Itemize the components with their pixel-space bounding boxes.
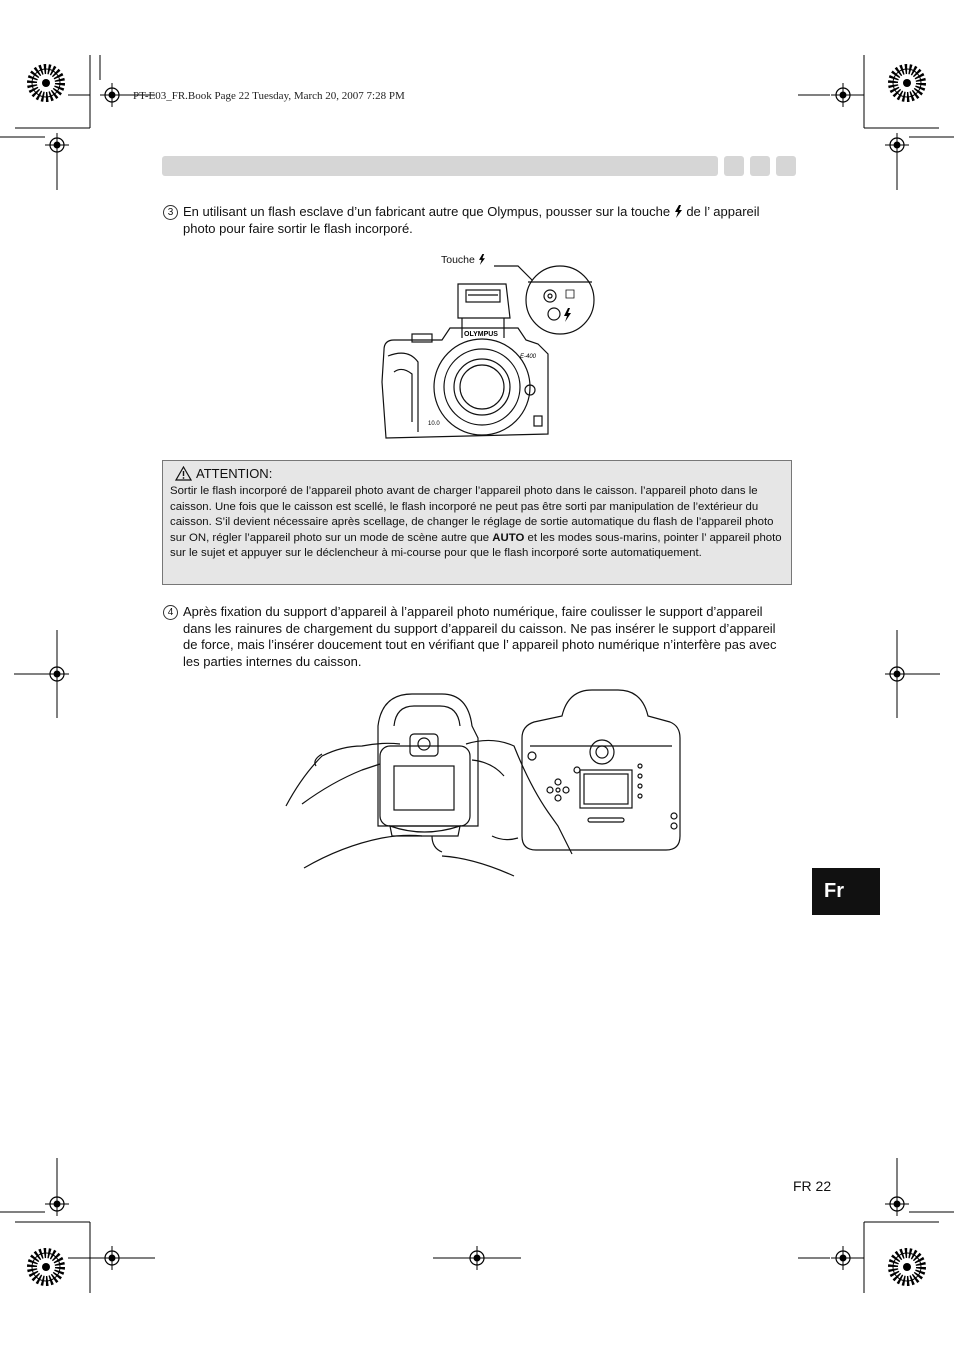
- housing-figure: [282, 686, 682, 880]
- step-number: 3: [163, 205, 178, 220]
- step-3: [163, 204, 793, 237]
- attention-body-end: et les modes sous-marins, pointer l’ appareil photo sur le sujet et appuyer sur le déclencheur à mi-course pour que le flash incorporé sorte automatiquement.: [170, 531, 782, 560]
- touche-label-text: Touche: [441, 254, 475, 266]
- badge-label: 10.0: [428, 421, 440, 427]
- page-number: FR 22: [793, 1178, 832, 1194]
- header-box-3: [776, 156, 796, 176]
- header-box-1: [724, 156, 744, 176]
- attention-box: [162, 460, 792, 585]
- print-header: PT-E03_FR.Book Page 22 Tuesday, March 20, 2007 7:28 PM: [133, 90, 405, 102]
- warning-icon: [175, 466, 192, 481]
- step-number: 4: [163, 605, 178, 620]
- attention-title-text: ATTENTION:: [196, 466, 273, 481]
- attention-body-start: Sortir le flash incorporé de l’appareil photo avant de charger l’appareil photo dans le caisson. l’appareil photo dans le caisson. Une fois que le caisson est scellé, le flash incorporé ne peut pas être sorti par manipulation de l’extérieur du caisson. S’il devient nécessaire après scellage, de changer le réglage de sortie automatique du flash de l’appareil photo sur ON, régler l’appareil photo sur un mode de scène autre que: [170, 485, 774, 544]
- language-tab: Fr: [812, 868, 880, 915]
- camera-figure: [378, 262, 598, 442]
- step-4-text: Après fixation du support d’appareil à l’appareil photo numérique, faire coulisser le support d’appareil dans les rainures de chargement du support d’appareil du caisson. Ne pas insérer le support d’appareil de force, mais l’insérer doucement tout en vérifiant que l’ appareil photo numérique n’interfère pas avec les parties internes du caisson.: [183, 604, 777, 669]
- auto-mode-label: AUTO: [492, 531, 525, 544]
- brand-label: OLYMPUS: [464, 331, 498, 338]
- model-label: E-400: [520, 354, 537, 360]
- section-header-bar: [162, 156, 718, 176]
- step-3-text-start: En utilisant un flash esclave d’un fabricant autre que Olympus, pousser sur la touche: [183, 204, 671, 219]
- step-3-text-end: de l’ appareil photo pour faire sortir le flash incorporé.: [183, 204, 760, 236]
- header-box-2: [750, 156, 770, 176]
- flash-icon: [674, 205, 683, 218]
- step-4: [163, 604, 793, 670]
- attention-body: [170, 484, 784, 562]
- attention-title: [175, 466, 272, 481]
